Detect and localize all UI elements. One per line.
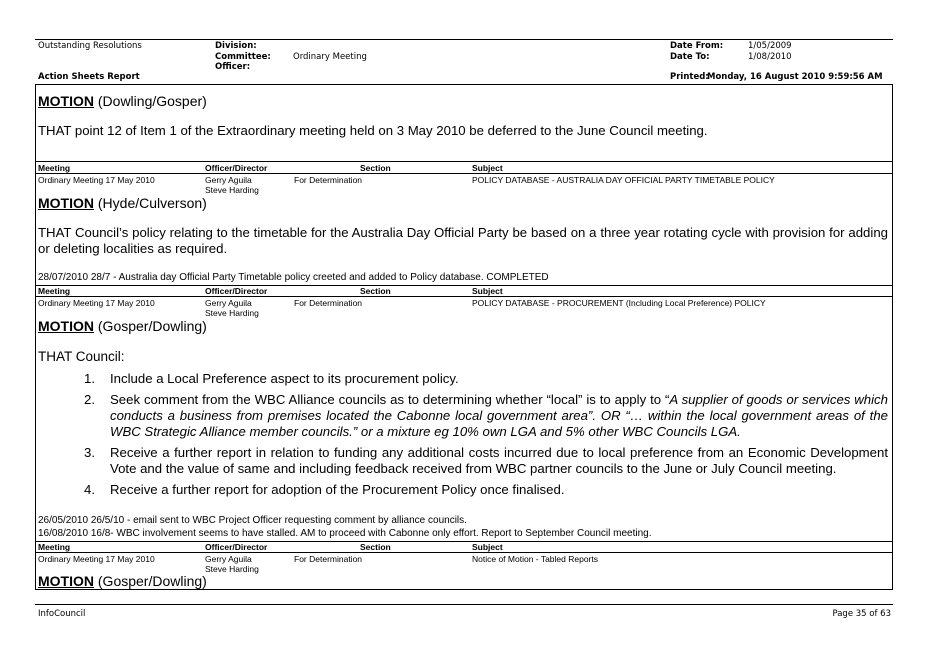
row-officer: Steve Harding	[205, 308, 259, 318]
col-officer: Officer/Director	[205, 163, 268, 173]
report-subtitle: Action Sheets Report	[38, 72, 140, 82]
printed-value: Monday, 16 August 2010 9:59:56 AM	[707, 72, 883, 82]
motion-heading	[38, 93, 207, 109]
list-item-number: 1.	[84, 371, 95, 386]
printed-label: Printed:	[670, 72, 709, 82]
col-subject: Subject	[472, 286, 503, 296]
motion-keyword: MOTION	[38, 318, 94, 334]
motion-keyword: MOTION	[38, 195, 94, 211]
motion-keyword: MOTION	[38, 573, 94, 589]
motion-heading	[38, 195, 207, 211]
motion-intro: THAT Council:	[38, 349, 125, 364]
row-officer: Steve Harding	[205, 185, 259, 195]
motion-movers: (Dowling/Gosper)	[97, 93, 207, 109]
action-note: 26/05/2010 26/5/10 - email sent to WBC Project Officer requesting comment by alliance councils.	[38, 515, 467, 526]
row-officer: Gerry Aguila	[205, 298, 252, 308]
list-item-number: 2.	[84, 392, 95, 407]
committee-value: Ordinary Meeting	[293, 52, 367, 62]
row-meeting: Ordinary Meeting 17 May 2010	[38, 175, 155, 185]
divider	[35, 296, 893, 297]
row-meeting: Ordinary Meeting 17 May 2010	[38, 554, 155, 564]
list-item-text: Include a Local Preference aspect to its procurement policy.	[110, 371, 459, 386]
list-item-number: 4.	[84, 482, 95, 497]
row-officer: Steve Harding	[205, 564, 259, 574]
divider	[35, 173, 893, 174]
report-header	[35, 39, 893, 85]
row-officer: Gerry Aguila	[205, 175, 252, 185]
date-to-value: 1/08/2010	[748, 52, 792, 62]
row-meeting: Ordinary Meeting 17 May 2010	[38, 298, 155, 308]
col-section: Section	[360, 286, 391, 296]
row-subject: Notice of Motion - Tabled Reports	[472, 554, 598, 564]
list-item-text: Seek comment from the WBC Alliance councils as to determining whether “local” is to apply to “A supplier of goods or services which conducts a business from premises located the Cabonne local government area”. OR “… within the local government areas of the WBC Strategic Alliance member councils.” or a mixture eg 10% own LGA and 5% other WBC Councils LGA.	[110, 392, 888, 439]
action-note: 28/07/2010 28/7 - Australia day Official Party Timetable policy creeted and added to Policy database. COMPLETED	[38, 272, 549, 283]
footer-brand: InfoCouncil	[38, 609, 86, 619]
motion-movers: (Gosper/Dowling)	[97, 573, 207, 589]
row-subject: POLICY DATABASE - PROCUREMENT (Including Local Preference) POLICY	[472, 298, 766, 308]
officer-label: Officer:	[215, 62, 251, 72]
motion-keyword: MOTION	[38, 93, 94, 109]
division-label: Division:	[215, 41, 257, 51]
col-subject: Subject	[472, 163, 503, 173]
list-item-text: Receive a further report for adoption of the Procurement Policy once finalised.	[110, 482, 565, 497]
col-section: Section	[360, 163, 391, 173]
row-section: For Determination	[294, 175, 363, 185]
committee-label: Committee:	[215, 52, 271, 62]
divider	[35, 541, 893, 542]
motion-movers: (Hyde/Culverson)	[97, 195, 207, 211]
col-subject: Subject	[472, 542, 503, 552]
col-meeting: Meeting	[38, 286, 71, 296]
report-title: Outstanding Resolutions	[38, 41, 142, 51]
col-meeting: Meeting	[38, 163, 71, 173]
action-note: 16/08/2010 16/8- WBC involvement seems to have stalled. AM to proceed with Cabonne only effort. Report to September Council meeting.	[38, 528, 652, 539]
row-officer: Gerry Aguila	[205, 554, 252, 564]
page-footer	[35, 604, 893, 619]
date-to-label: Date To:	[670, 52, 710, 62]
motion-text: THAT Council’s policy relating to the timetable for the Australia Day Official Party be based on a three year rotating cycle with provision for adding or deleting localities as required.	[38, 225, 888, 256]
date-from-value: 1/05/2009	[748, 41, 792, 51]
divider	[35, 552, 893, 553]
row-section: For Determination	[294, 298, 363, 308]
row-section: For Determination	[294, 554, 363, 564]
list-item-text: Receive a further report in relation to funding any additional costs incurred due to local preference from an Economic Development Vote and the value of same and including feedback received from WBC partner councils to the June or July Council meeting.	[110, 445, 888, 476]
col-section: Section	[360, 542, 391, 552]
row-subject: POLICY DATABASE - AUSTRALIA DAY OFFICIAL PARTY TIMETABLE POLICY	[472, 175, 775, 185]
list-item-number: 3.	[84, 445, 95, 460]
col-meeting: Meeting	[38, 542, 71, 552]
page-number: Page 35 of 63	[832, 609, 891, 619]
col-officer: Officer/Director	[205, 286, 268, 296]
motion-heading	[38, 573, 207, 589]
divider	[35, 161, 893, 162]
motion-heading	[38, 318, 207, 334]
col-officer: Officer/Director	[205, 542, 268, 552]
motion-movers: (Gosper/Dowling)	[97, 318, 207, 334]
date-from-label: Date From:	[670, 41, 724, 51]
motion-text: THAT point 12 of Item 1 of the Extraordinary meeting held on 3 May 2010 be deferred to the June Council meeting.	[38, 123, 708, 138]
divider	[35, 285, 893, 286]
